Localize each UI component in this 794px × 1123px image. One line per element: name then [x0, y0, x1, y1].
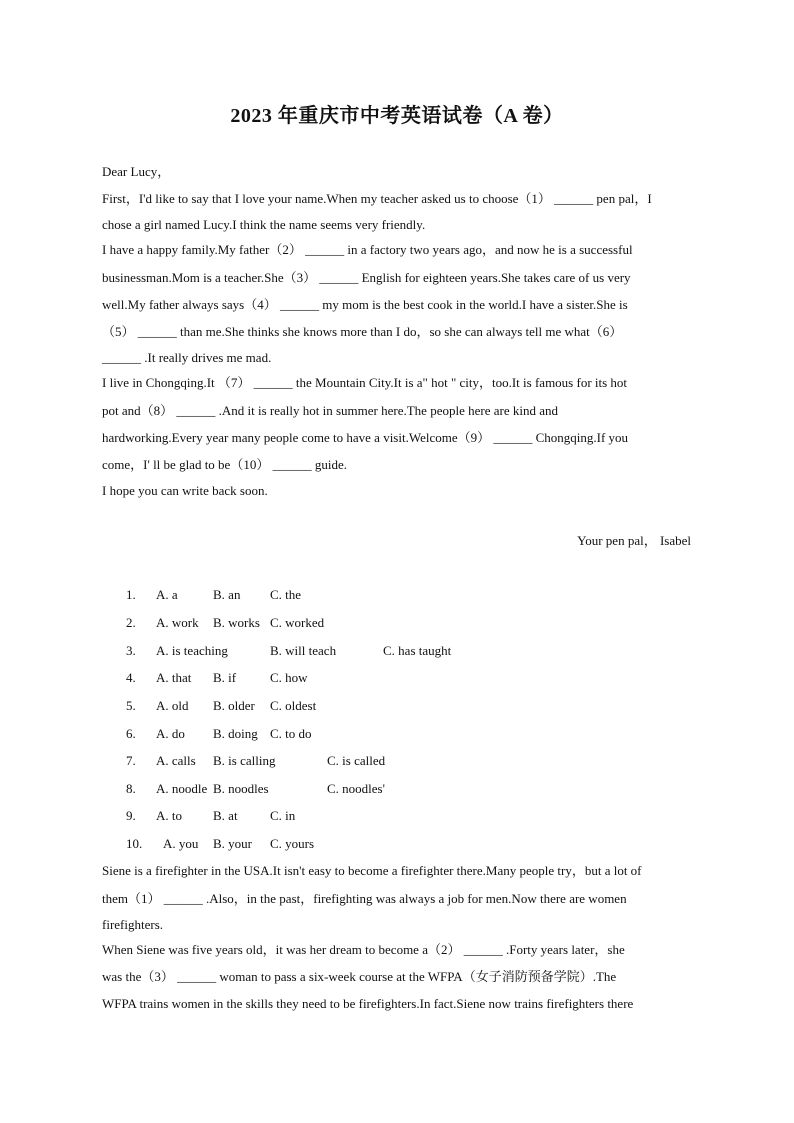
question-number: 10.: [126, 836, 143, 851]
passage-line: WFPA trains women in the skills they need to be firefighters.In fact.Siene now trains firefighters there: [102, 996, 634, 1011]
option-a: A. calls: [156, 753, 196, 768]
letter-line: First，I'd like to say that I love your name.When my teacher asked us to choose（1） ______ pen pal，I: [102, 191, 652, 206]
letter-line: I hope you can write back soon.: [102, 483, 268, 498]
question-number: 5.: [126, 698, 136, 713]
question-number: 4.: [126, 670, 136, 685]
letter-line: chose a girl named Lucy.I think the name seems very friendly.: [102, 217, 426, 232]
letter-line: pot and（8） ______ .And it is really hot in summer here.The people here are kind and: [102, 403, 558, 418]
option-b: B. is calling: [213, 753, 276, 768]
option-c: C. is called: [327, 753, 386, 768]
option-c: C. oldest: [270, 698, 317, 713]
option-b: B. doing: [213, 726, 258, 741]
letter-line: Dear Lucy，: [102, 164, 171, 179]
question-number: 2.: [126, 615, 136, 630]
option-c: C. has taught: [383, 643, 452, 658]
passage-line: Siene is a firefighter in the USA.It isn't easy to become a firefighter there.Many people try，but a lot of: [102, 863, 642, 878]
option-a: A. a: [156, 587, 178, 602]
option-b: B. noodles: [213, 781, 269, 796]
option-a: A. noodle: [156, 781, 208, 796]
letter-line: hardworking.Every year many people come to have a visit.Welcome（9） ______ Chongqing.If you: [102, 430, 629, 445]
passage-line: firefighters.: [102, 917, 164, 932]
letter-line: I live in Chongqing.It （7） ______ the Mountain City.It is a" hot " city，too.It is famous for its hot: [102, 375, 628, 390]
letter-signature: Your pen pal， Isabel: [577, 533, 691, 548]
option-a: A. that: [156, 670, 192, 685]
option-b: B. at: [213, 808, 238, 823]
passage-line: them（1） ______ .Also，in the past，firefighting was always a job for men.Now there are women: [102, 891, 627, 906]
option-a: A. to: [156, 808, 182, 823]
option-b: B. your: [213, 836, 252, 851]
option-a: A. old: [156, 698, 189, 713]
option-a: A. you: [163, 836, 199, 851]
passage-line: When Siene was five years old，it was her dream to become a（2） ______ .Forty years later，she: [102, 942, 625, 957]
option-c: C. how: [270, 670, 308, 685]
letter-line: come，I' ll be glad to be（10） ______ guide.: [102, 457, 347, 472]
letter-line: （5） ______ than me.She thinks she knows more than I do，so she can always tell me what（6）: [102, 324, 623, 339]
question-number: 7.: [126, 753, 136, 768]
letter-line: ______ .It really drives me mad.: [102, 350, 272, 365]
letter-line: businessman.Mom is a teacher.She（3） ______ English for eighteen years.She takes care of us very: [102, 270, 631, 285]
question-number: 6.: [126, 726, 136, 741]
option-b: B. if: [213, 670, 237, 685]
letter-line: I have a happy family.My father（2） ______ in a factory two years ago，and now he is a successful: [102, 242, 633, 257]
option-b: B. older: [213, 698, 255, 713]
option-a: A. work: [156, 615, 199, 630]
passage-line: was the（3） ______ woman to pass a six-week course at the WFPA（女子消防预备学院）.The: [102, 969, 617, 984]
option-c: C. in: [270, 808, 296, 823]
option-b: B. works: [213, 615, 260, 630]
option-c: C. the: [270, 587, 302, 602]
question-number: 1.: [126, 587, 136, 602]
option-a: A. do: [156, 726, 185, 741]
question-number: 3.: [126, 643, 136, 658]
letter-line: well.My father always says（4） ______ my mom is the best cook in the world.I have a sister.She is: [102, 297, 628, 312]
option-c: C. worked: [270, 615, 325, 630]
option-c: C. to do: [270, 726, 312, 741]
question-number: 8.: [126, 781, 136, 796]
exam-title: 2023 年重庆市中考英语试卷（A 卷）: [230, 105, 564, 127]
option-b: B. will teach: [270, 643, 337, 658]
option-b: B. an: [213, 587, 241, 602]
question-number: 9.: [126, 808, 136, 823]
option-a: A. is teaching: [156, 643, 228, 658]
option-c: C. yours: [270, 836, 315, 851]
option-c: C. noodles': [327, 781, 385, 796]
